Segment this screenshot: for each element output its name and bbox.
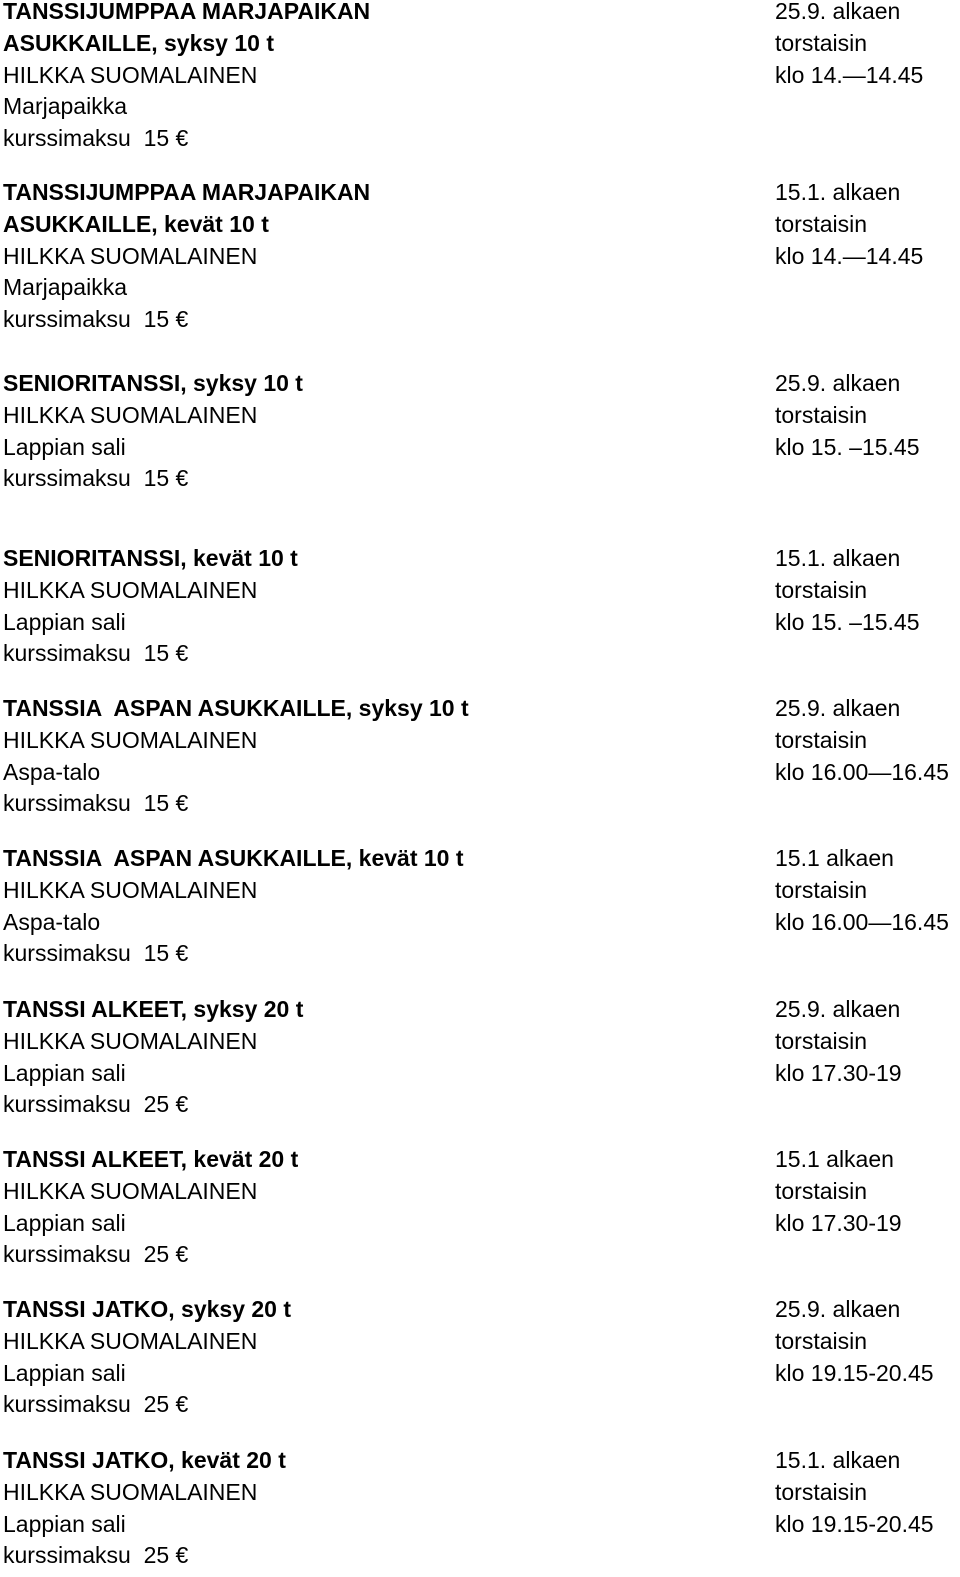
course-teacher: HILKKA SUOMALAINEN	[3, 1478, 258, 1505]
course-fee: kurssimaksu 15 €	[3, 125, 189, 152]
course-title: TANSSI JATKO, syksy 20 t	[3, 1296, 292, 1322]
course-title: TANSSI ALKEET, kevät 20 t	[3, 1146, 299, 1172]
course-time: klo 14.—14.45	[775, 242, 924, 269]
course-time: klo 19.15-20.45	[775, 1510, 934, 1537]
course-teacher: HILKKA SUOMALAINEN	[3, 61, 258, 88]
course-weekday: torstaisin	[775, 401, 868, 428]
course-weekday: torstaisin	[775, 29, 868, 56]
course-schedule	[775, 1294, 955, 1389]
course-title: TANSSI JATKO, kevät 20 t	[3, 1447, 286, 1473]
course-weekday: torstaisin	[775, 1478, 868, 1505]
course-title: TANSSIJUMPPAA MARJAPAIKAN	[3, 0, 371, 24]
course-details	[3, 543, 743, 670]
course-details	[3, 994, 743, 1121]
course-details	[3, 843, 743, 970]
course-details	[3, 0, 743, 155]
course-time: klo 16.00—16.45	[775, 908, 949, 935]
course-fee: kurssimaksu 15 €	[3, 940, 189, 967]
course-title: SENIORITANSSI, syksy 10 t	[3, 370, 303, 396]
course-teacher: HILKKA SUOMALAINEN	[3, 876, 258, 903]
course-schedule	[775, 693, 955, 788]
course-title: ASUKKAILLE, kevät 10 t	[3, 210, 269, 237]
course-place: Marjapaikka	[3, 274, 127, 301]
course-weekday: torstaisin	[775, 1327, 868, 1354]
course-start-date: 25.9. alkaen	[775, 0, 901, 24]
course-teacher: HILKKA SUOMALAINEN	[3, 242, 258, 269]
course-details	[3, 1445, 743, 1572]
course-start-date: 15.1. alkaen	[775, 545, 901, 571]
course-place: Lappian sali	[3, 1359, 126, 1386]
course-place: Lappian sali	[3, 1209, 126, 1236]
course-title: TANSSIJUMPPAA MARJAPAIKAN	[3, 179, 371, 205]
course-start-date: 15.1. alkaen	[775, 1447, 901, 1473]
course-weekday: torstaisin	[775, 210, 868, 237]
course-weekday: torstaisin	[775, 726, 868, 753]
course-start-date: 25.9. alkaen	[775, 1296, 901, 1322]
course-place: Aspa-talo	[3, 758, 101, 785]
course-schedule	[775, 994, 955, 1089]
course-start-date: 15.1. alkaen	[775, 179, 901, 205]
course-schedule	[775, 843, 955, 938]
course-teacher: HILKKA SUOMALAINEN	[3, 576, 258, 603]
course-weekday: torstaisin	[775, 876, 868, 903]
course-weekday: torstaisin	[775, 1177, 868, 1204]
course-title: TANSSIA ASPAN ASUKKAILLE, kevät 10 t	[3, 845, 464, 871]
course-schedule	[775, 368, 955, 463]
course-schedule	[775, 177, 955, 272]
course-schedule	[775, 543, 955, 638]
course-details	[3, 693, 743, 820]
course-teacher: HILKKA SUOMALAINEN	[3, 1177, 258, 1204]
course-fee: kurssimaksu 25 €	[3, 1091, 189, 1118]
course-time: klo 15. –15.45	[775, 433, 920, 460]
course-fee: kurssimaksu 25 €	[3, 1391, 189, 1418]
course-time: klo 19.15-20.45	[775, 1359, 934, 1386]
course-fee: kurssimaksu 15 €	[3, 306, 189, 333]
course-fee: kurssimaksu 25 €	[3, 1241, 189, 1268]
course-details	[3, 1294, 743, 1421]
course-start-date: 25.9. alkaen	[775, 996, 901, 1022]
course-fee: kurssimaksu 25 €	[3, 1542, 189, 1569]
course-teacher: HILKKA SUOMALAINEN	[3, 1327, 258, 1354]
course-teacher: HILKKA SUOMALAINEN	[3, 401, 258, 428]
course-details	[3, 368, 743, 495]
course-time: klo 16.00—16.45	[775, 758, 949, 785]
course-place: Aspa-talo	[3, 908, 101, 935]
course-schedule	[775, 0, 955, 91]
course-start-date: 15.1 alkaen	[775, 1146, 894, 1172]
course-place: Lappian sali	[3, 1059, 126, 1086]
course-details	[3, 1144, 743, 1271]
course-place: Lappian sali	[3, 433, 126, 460]
course-details	[3, 177, 743, 336]
course-fee: kurssimaksu 15 €	[3, 465, 189, 492]
course-start-date: 25.9. alkaen	[775, 370, 901, 396]
course-place: Lappian sali	[3, 608, 126, 635]
course-title: TANSSI ALKEET, syksy 20 t	[3, 996, 304, 1022]
course-teacher: HILKKA SUOMALAINEN	[3, 726, 258, 753]
course-place: Marjapaikka	[3, 93, 127, 120]
course-title: SENIORITANSSI, kevät 10 t	[3, 545, 298, 571]
course-start-date: 15.1 alkaen	[775, 845, 894, 871]
course-title: ASUKKAILLE, syksy 10 t	[3, 29, 274, 56]
course-weekday: torstaisin	[775, 1027, 868, 1054]
course-schedule	[775, 1144, 955, 1239]
course-weekday: torstaisin	[775, 576, 868, 603]
course-time: klo 15. –15.45	[775, 608, 920, 635]
course-place: Lappian sali	[3, 1510, 126, 1537]
course-teacher: HILKKA SUOMALAINEN	[3, 1027, 258, 1054]
course-fee: kurssimaksu 15 €	[3, 640, 189, 667]
course-time: klo 17.30-19	[775, 1059, 902, 1086]
course-title: TANSSIA ASPAN ASUKKAILLE, syksy 10 t	[3, 695, 469, 721]
course-start-date: 25.9. alkaen	[775, 695, 901, 721]
course-schedule	[775, 1445, 955, 1540]
course-fee: kurssimaksu 15 €	[3, 790, 189, 817]
course-time: klo 17.30-19	[775, 1209, 902, 1236]
course-time: klo 14.—14.45	[775, 61, 924, 88]
